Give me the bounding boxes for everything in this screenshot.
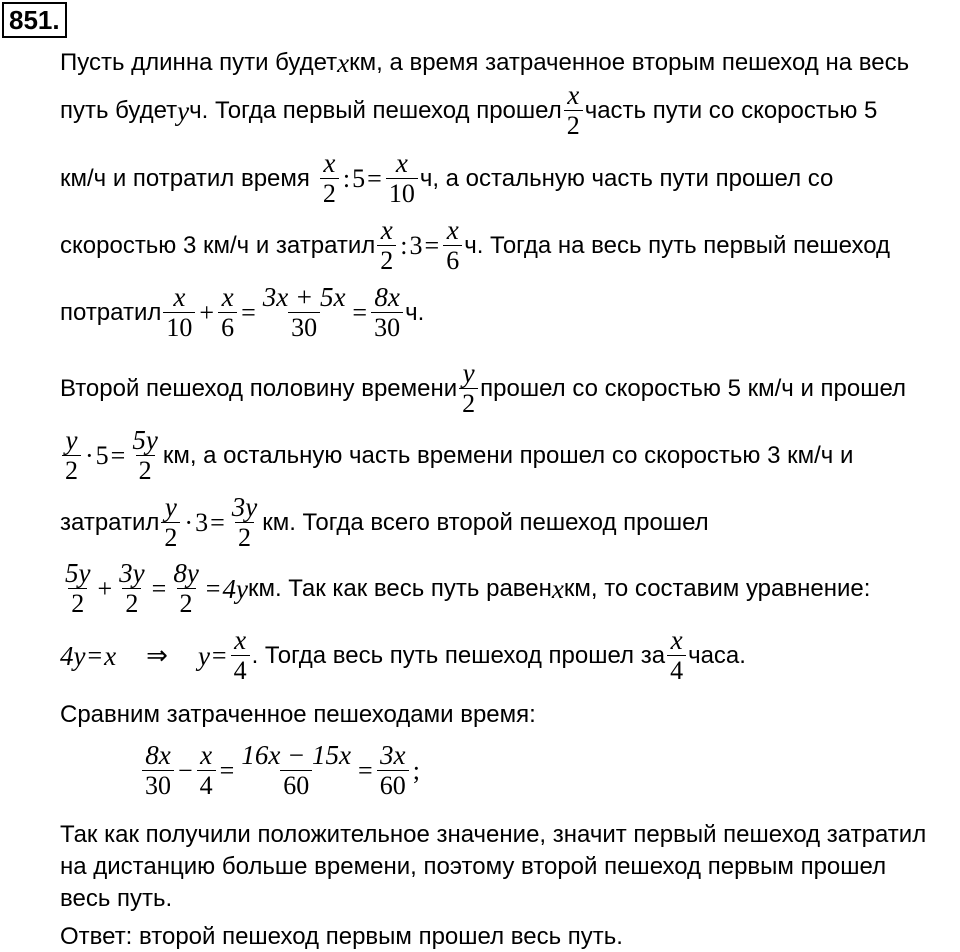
text: Пусть длинна пути будет xyxy=(60,49,338,76)
p2-line-1 xyxy=(60,358,906,419)
p2-line-2: y 2 · 5 = $\frac{5y}{2}$ км, а остальную часть времени прошел со скоростью 3 км/ч и xyxy=(60,425,853,486)
var-y: y xyxy=(177,95,190,126)
compare-equation: 8x 30 − $\frac{x}{4}$ = $\frac{16x - 15x}{60}$ = $\frac{3x}{60}$ ; xyxy=(140,740,422,801)
fraction: $\frac{8x}{30}$ xyxy=(371,282,403,343)
fraction: $\frac{x}{6}$ xyxy=(443,215,462,276)
p2-line-3: затратил y 2 · 3 = $\frac{3y}{2}$ км. Тогда всего второй пешеход прошел xyxy=(60,492,709,552)
fraction: $\frac{3x}{60}$ xyxy=(377,740,409,801)
implies-symbol: ⇒ xyxy=(146,640,168,670)
var-x: x xyxy=(337,48,350,78)
text: км. Так как весь путь равен xyxy=(247,574,552,602)
fraction: $\frac{3x + 5x}{30}$ xyxy=(262,282,346,342)
fraction: 8x 30 xyxy=(142,740,174,801)
text: км, то составим уравнение: xyxy=(563,574,871,602)
text: часть пути со скоростью 5 xyxy=(584,96,878,124)
text: км. Тогда всего второй пешеход прошел xyxy=(262,508,709,536)
conclusion-line-2: на дистанцию больше времени, поэтому второй пешеход первым прошел xyxy=(60,853,887,880)
text: км/ч и потратил время xyxy=(60,164,310,192)
fraction: x 2 xyxy=(377,215,396,276)
text: потратил xyxy=(60,298,162,326)
text: ч, а остальную часть пути прошел со xyxy=(419,164,834,192)
text: скоростью 3 км/ч и затратил xyxy=(60,231,376,259)
text: прошел со скоростью 5 км/ч и прошел xyxy=(480,374,907,402)
fraction: $\frac{3y}{2}$ xyxy=(231,492,258,552)
fraction: x 10 xyxy=(163,282,195,343)
fraction: $\frac{5y}{2}$ xyxy=(132,425,158,485)
conclusion-line-1: Так как получили положительное значение, значит первый пешеход затратил xyxy=(60,821,927,848)
fraction: y 2 xyxy=(161,492,180,553)
fraction: x 2 xyxy=(320,148,339,209)
text: ч. Тогда первый пешеход прошел xyxy=(189,96,562,124)
problem-number: 851. xyxy=(2,2,67,38)
fraction: $\frac{x}{4}$ xyxy=(197,740,216,801)
fraction: $\frac{3y}{2}$ xyxy=(119,558,145,618)
text: км, а остальную часть времени прошел со скоростью 3 км/ч и xyxy=(162,441,854,469)
p1-line-3: км/ч и потратил время x 2 : 5 = $\frac{x}{10}$ ч, а остальную часть пути прошел со xyxy=(60,148,834,208)
fraction: $\frac{16x - 15x}{60}$ xyxy=(241,740,352,800)
text: ч. Тогда на весь путь первый пешеход xyxy=(464,231,891,259)
text: ч. xyxy=(405,298,425,326)
p2-line-4: 5y 2 + $\frac{3y}{2}$ = $\frac{8y}{2}$ = 4y км. Так как весь путь равен x км, то составим уравнение: xyxy=(60,558,870,619)
p1-line-4: скоростью 3 км/ч и затратил x 2 : 3 = $\frac{x}{6}$ ч. Тогда на весь путь первый пешеход xyxy=(60,215,891,275)
p1-line-5: потратил x 10 + $\frac{x}{6}$ = $\frac{3x + 5x}{30}$ = $\frac{8x}{30}$ ч. xyxy=(60,282,425,342)
text: Второй пешеход половину времени xyxy=(60,374,458,402)
fraction: 5y 2 xyxy=(65,558,91,618)
fraction: $\frac{x}{6}$ xyxy=(218,282,237,343)
p2-line-5: 4y = x ⇒ y = $\frac{x}{4}$ . Тогда весь путь пешеход прошел за x 4 часа. xyxy=(60,625,746,685)
fraction: $\frac{x}{10}$ xyxy=(386,148,418,209)
text: км, а время затраченное вторым пешеход на весь xyxy=(349,49,910,76)
answer: Ответ: второй пешеход первым прошел весь путь. xyxy=(60,923,623,950)
p1-line-2 xyxy=(60,80,877,141)
compare-label: Сравним затраченное пешеходами время: xyxy=(60,701,536,728)
fraction: y 2 xyxy=(459,358,478,419)
text: затратил xyxy=(60,508,160,536)
fraction: $\frac{x}{4}$ xyxy=(231,625,250,686)
fraction-x-over-2: x 2 xyxy=(564,80,583,141)
text: . Тогда весь путь пешеход прошел за xyxy=(251,641,666,669)
fraction: x 4 xyxy=(667,625,686,686)
conclusion-line-3: весь путь. xyxy=(60,885,173,912)
text: путь будет xyxy=(60,96,178,124)
p1-line-1 xyxy=(60,48,909,78)
fraction: $\frac{8y}{2}$ xyxy=(173,558,199,618)
fraction: y 2 xyxy=(62,425,81,486)
text: часа. xyxy=(688,641,746,669)
